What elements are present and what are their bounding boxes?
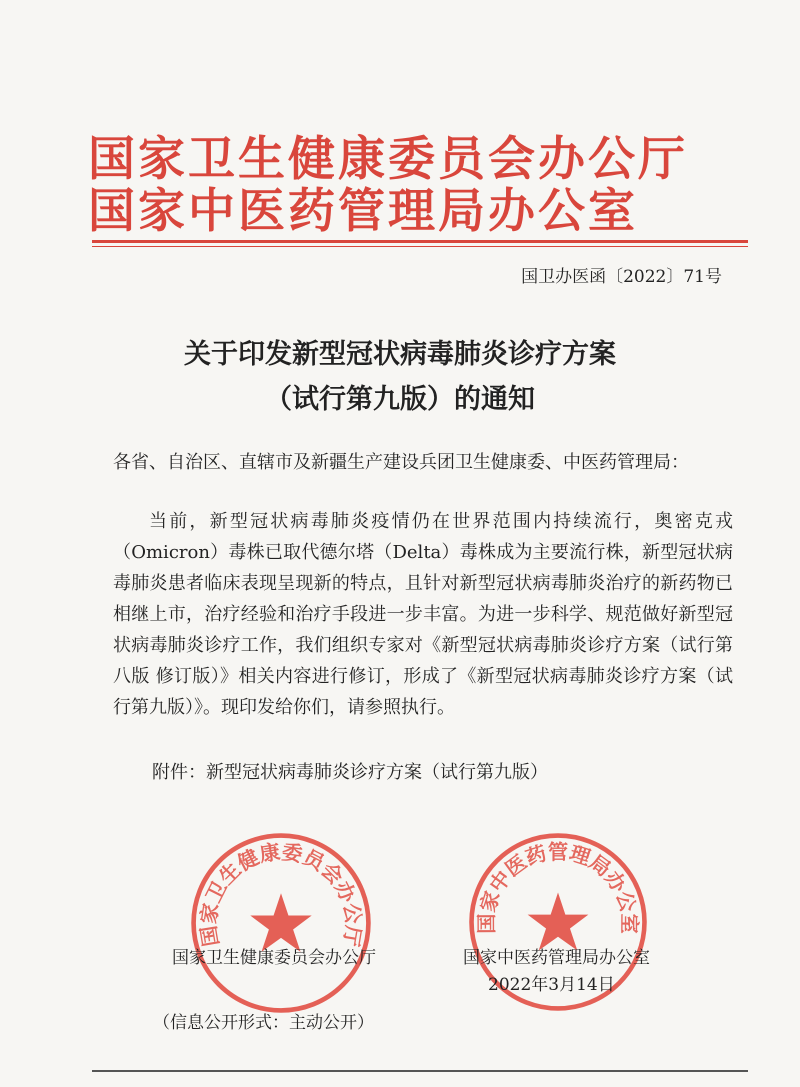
attachment-note: 附件：新型冠状病毒肺炎诊疗方案（试行第九版） xyxy=(152,762,548,783)
document-title-line-2: （试行第九版）的通知 xyxy=(265,384,535,415)
header-issuer-1: 国家卫生健康委员会办公厅 xyxy=(88,132,688,187)
official-seal-1 xyxy=(188,830,374,1016)
signer-1: 国家卫生健康委员会办公厅 xyxy=(172,948,376,968)
addressee: 各省、自治区、直辖市及新疆生产建设兵团卫生健康委、中医药管理局： xyxy=(113,452,689,473)
signing-date: 2022年3月14日 xyxy=(488,975,615,995)
disclosure-note: （信息公开形式：主动公开） xyxy=(153,1013,374,1033)
header-rule-thick xyxy=(92,240,748,243)
footer-rule xyxy=(92,1070,748,1072)
header-rule-thin xyxy=(92,246,748,247)
body-paragraph: 当前，新型冠状病毒肺炎疫情仍在世界范围内持续流行，奥密克戎（Omicron）毒株已取代德尔塔（Delta）毒株成为主要流行株，新型冠状病毒肺炎患者临床表现呈现新的特点，且针对新型冠状病毒肺炎治疗的新药物已相继上市，治疗经验和治疗手段进一步丰富。为进一步科学、规范做好新型冠状病毒肺炎诊疗工作，我们组织专家对《新型冠状病毒肺炎诊疗方案（试行第八版 修订版）》相关内容进行修订，形成了《新型冠状病毒肺炎诊疗方案（试行第九版）》。现印发给你们，请参照执行。 xyxy=(113,511,733,718)
document-title-line-1: 关于印发新型冠状病毒肺炎诊疗方案 xyxy=(184,339,616,370)
seal-1-text: 国家卫生健康委员会办公厅 xyxy=(196,839,366,949)
signer-2: 国家中医药管理局办公室 xyxy=(463,948,650,968)
header-issuer-2: 国家中医药管理局办公室 xyxy=(88,184,638,239)
seal-2-text: 国家中医药管理局办公室 xyxy=(474,839,642,934)
document-number: 国卫办医函〔2022〕71号 xyxy=(521,267,722,287)
